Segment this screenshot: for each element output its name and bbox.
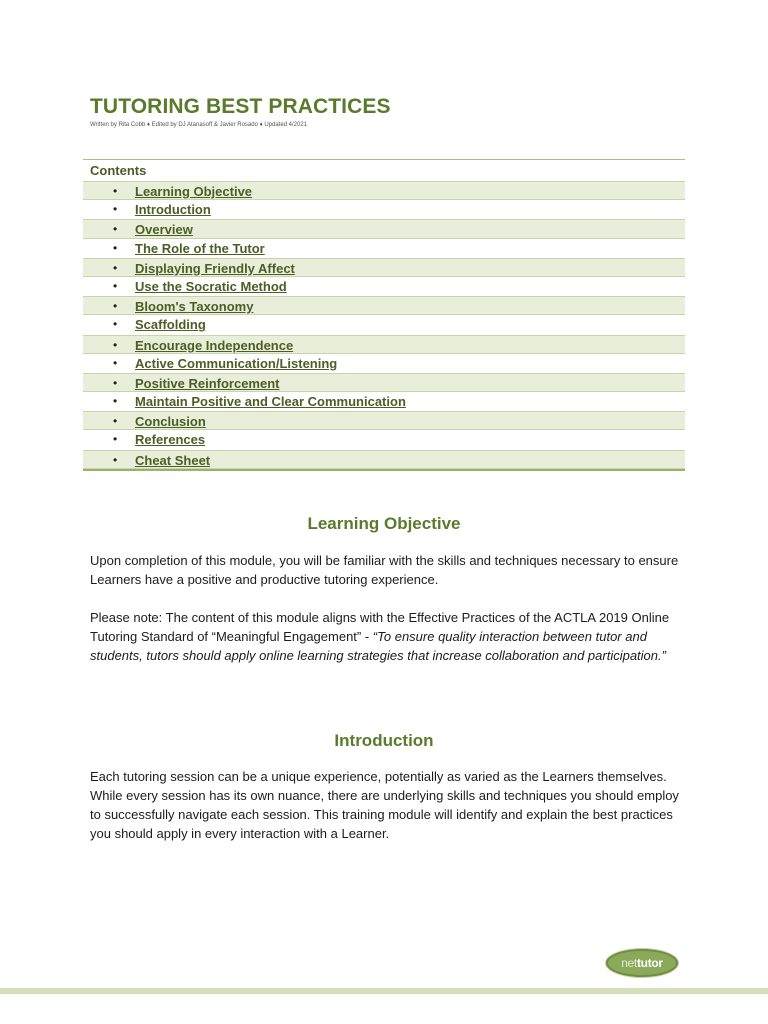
byline: Written by Rita Cobb ♦ Edited by DJ Atanasoff & Javier Rosado ♦ Updated 4/2021 (90, 122, 308, 128)
bullet-icon: • (113, 394, 118, 409)
bullet-icon: • (113, 355, 118, 370)
toc-link-positive-reinforcement[interactable]: Positive Reinforcement (135, 375, 280, 391)
toc-item-friendly-affect (83, 258, 685, 277)
bullet-icon: • (113, 260, 118, 275)
toc-link-references[interactable]: References (135, 432, 206, 448)
actla-note-paragraph (90, 608, 690, 665)
footer-bar (0, 988, 768, 994)
logo-text-net: net (621, 956, 637, 970)
document-title: TUTORING BEST PRACTICES (90, 95, 391, 118)
bullet-icon: • (113, 452, 118, 467)
bullet-icon: • (113, 337, 118, 352)
bullet-icon: • (113, 432, 118, 447)
table-of-contents (83, 159, 685, 471)
toc-item-clear-communication (83, 392, 685, 411)
toc-link-cheat-sheet[interactable]: Cheat Sheet (135, 452, 211, 468)
toc-item-overview (83, 219, 685, 238)
toc-link-learning-objective[interactable]: Learning Objective (135, 184, 253, 199)
toc-item-active-communication (83, 354, 685, 373)
toc-link-encourage-independence[interactable]: Encourage Independence (135, 337, 294, 353)
toc-link-blooms-taxonomy[interactable]: Bloom's Taxonomy (135, 299, 254, 315)
toc-item-role-of-tutor (83, 239, 685, 258)
bullet-icon: • (113, 317, 118, 332)
toc-item-socratic-method (83, 277, 685, 296)
bullet-icon: • (113, 414, 118, 429)
bullet-icon: • (113, 202, 118, 217)
toc-list (83, 181, 685, 469)
nettutor-logo (606, 949, 678, 977)
toc-link-active-communication[interactable]: Active Communication/Listening (135, 355, 338, 371)
toc-link-role-of-tutor[interactable]: The Role of the Tutor (135, 240, 265, 256)
actla-note-text: Please note: The content of this module aligns with the Effective Practices of the ACTLA 2019 Online Tutoring Standard of “Meaningful Engagement” - (90, 610, 670, 644)
learning-objective-paragraph: Upon completion of this module, you will be familiar with the skills and techniques necessary to ensure Learners have a positive and productive tutoring experience. (90, 553, 679, 587)
toc-item-encourage-independence (83, 335, 685, 354)
contents-heading: Contents (90, 163, 147, 178)
toc-item-conclusion (83, 411, 685, 430)
toc-item-references (83, 430, 685, 449)
toc-item-introduction (83, 200, 685, 219)
toc-item-cheat-sheet (83, 450, 685, 469)
bullet-icon: • (113, 240, 118, 255)
toc-item-scaffolding (83, 315, 685, 334)
bullet-icon: • (113, 278, 118, 293)
toc-link-scaffolding[interactable]: Scaffolding (135, 317, 206, 333)
toc-item-blooms-taxonomy (83, 296, 685, 315)
toc-link-conclusion[interactable]: Conclusion (135, 414, 206, 430)
toc-link-clear-communication[interactable]: Maintain Positive and Clear Communication (135, 394, 406, 410)
toc-link-friendly-affect[interactable]: Displaying Friendly Affect (135, 260, 295, 276)
bullet-icon: • (113, 299, 118, 314)
toc-link-introduction[interactable]: Introduction (135, 202, 211, 218)
introduction-paragraph: Each tutoring session can be a unique experience, potentially as varied as the Learners themselves. While every session has its own nuance, there are underlying skills and techniques you should employ to successfully navigate each session. This training module will identify and explain the best practices you should apply in every interaction with a Learner. (90, 769, 679, 841)
toc-item-learning-objective (83, 181, 685, 200)
actla-quote: “To ensure quality interaction between tutor and students, tutors should apply online learning strategies that increase collaboration and participation.” (90, 629, 666, 663)
logo-text-tutor: tutor (636, 956, 663, 970)
toc-link-socratic-method[interactable]: Use the Socratic Method (135, 278, 287, 294)
bullet-icon: • (113, 222, 118, 237)
bullet-icon: • (113, 375, 118, 390)
bullet-icon: • (113, 184, 118, 198)
toc-link-overview[interactable]: Overview (135, 222, 193, 238)
toc-item-positive-reinforcement (83, 373, 685, 392)
section-heading-learning-objective: Learning Objective (307, 514, 461, 533)
section-heading-introduction: Introduction (334, 731, 434, 750)
